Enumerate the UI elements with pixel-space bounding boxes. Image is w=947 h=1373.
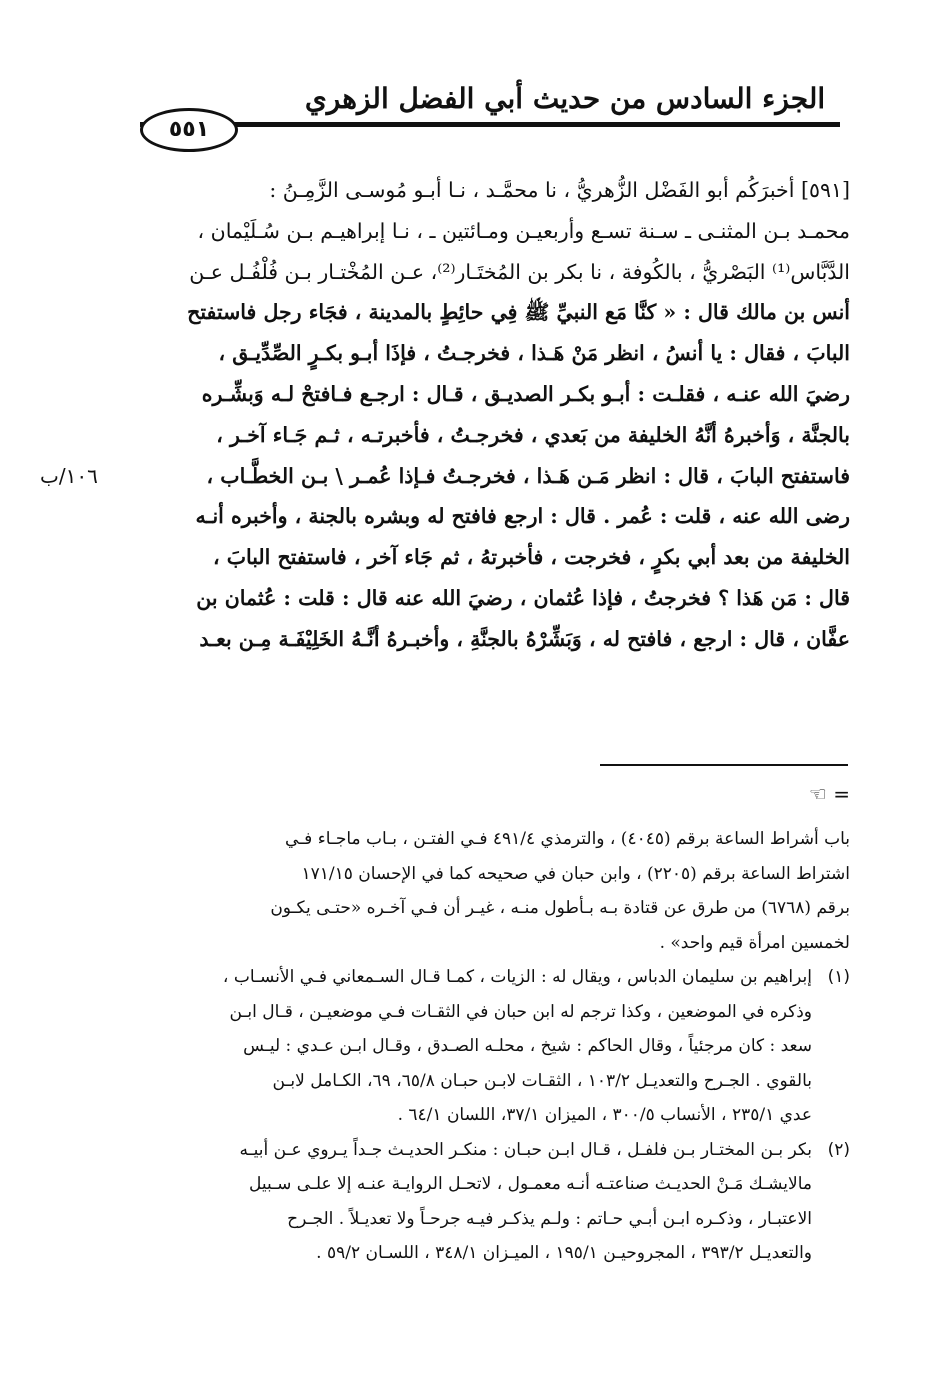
text-line: فاستفتح البابَ ، قال : انظر مَـن هَـذا ، فخرجـتُ فـإذا عُمـر \ بـن الخطَّـاب ، <box>206 463 850 488</box>
footnote-line: سعد : كان مرجئياً ، وقال الحاكم : شيخ ، محلـه الصـدق ، وقـال ابـن عـدي : ليـس <box>243 1036 812 1056</box>
footnote-line: وذكره في الموضعين ، وكذا ترجم له ابن حبان في الثقـات فـي موضعيـن ، قـال ابـن <box>229 1001 812 1022</box>
footnote-continuation <box>140 822 850 960</box>
footnote-2 <box>140 1133 850 1271</box>
page-number-badge: ٥٥١ <box>140 108 238 152</box>
footnote-number: (٢) <box>827 1139 850 1160</box>
text-line: البابَ ، فقال : يا أنسُ ، انظر مَنْ هَـذا ، فخرجـتُ ، فإذَا أبـو بكـرٍ الصِّدِّيـق ، <box>218 341 850 366</box>
footnote-line: برقم (٦٧٦٨) من طرق عن قتادة بـه بـأطول منـه ، غيـر أن فـي آخـره «حتـى يكـون <box>270 898 850 918</box>
footnotes <box>140 822 850 1271</box>
footnote-line: اشتراط الساعة برقم (٢٢٠٥) ، وابن حبان في صحيحه كما في الإحسان ١٧١/١٥ <box>301 863 850 884</box>
footnote-line: والتعديـل ٣٩٣/٢ ، المجروحيـن ١٩٥/١ ، الميـزان ٣٤٨/١ ، اللسـان ٥٩/٢ . <box>316 1243 812 1263</box>
footnote-continuation-icon: = ☜ <box>808 782 850 806</box>
text-line: الدَّبَّاس⁽¹⁾ البَصْريُّ ، بالكُوفة ، نا بكر بن المُختَـار⁽²⁾، عـن المُخْتـار بـن فُلْفُـل عـن <box>189 259 850 284</box>
text-line: عفَّان ، قال : ارجع ، فافتح له ، وَبَشِّرْهُ بالجنَّةِ ، وأخبـرهُ أنَّـهُ الخَلِيْفَـة مِـن بعـد <box>199 626 850 651</box>
text-line: رضى الله عنه ، قلت : عُمر . قال : ارجع فافتح له وبشره بالجنة ، وأخبره أنـه <box>195 504 850 529</box>
hadith-text <box>140 170 850 660</box>
text-line: [٥٩١] أخبرَكُم أبو الفَضْل الزُّهريُّ ، نا محمَّـد ، نـا أبـو مُوسـى الزَّمِـنُ : <box>269 178 850 202</box>
text-line: أنس بن مالك قال : « كنَّا مَع النبيِّ ﷺ فِي حائِطٍ بالمدينة ، فجَاء رجل فاستفتح <box>187 300 850 325</box>
footnote-separator <box>600 764 848 766</box>
footnote-line: مالايشـك مَـنْ الحديـث صناعتـه أنـه معمـول ، لاتحـل الروايـة عنـه إلا علـى سـبيل <box>248 1174 812 1194</box>
text-line: قال : مَن هَذا ؟ فخرجتُ ، فإذا عُثمان ، رضيَ الله عنه قال : قلت : عُثمان بن <box>196 585 850 610</box>
footnote-line: بكر بـن المختـار بـن فلفـل ، قـال ابـن حبـان : منكـر الحديـث جـداً يـروي عـن أبيـه <box>239 1139 812 1160</box>
footnote-1 <box>140 960 850 1133</box>
footnote-line: لخمسين امرأة قيم واحد» . <box>659 932 850 953</box>
footnote-line: إبراهيم بن سليمان الدباس ، ويقال له : الزيات ، كمـا قـال السـمعاني فـي الأنسـاب ، <box>222 967 812 987</box>
running-header-title: الجزء السادس من حديث أبي الفضل الزهري <box>304 82 826 115</box>
manuscript-folio-marker: ١٠٦/ب <box>40 464 98 488</box>
text-line: الخليفة من بعد أبي بكرٍ ، فخرجت ، فأخبرتهُ ، ثم جَاء آخر ، فاستفتح البابَ ، <box>212 545 850 570</box>
footnote-line: عدي ٢٣٥/١ ، الأنساب ٣٠٠/٥ ، الميزان ٣٧/١، اللسان ٦٤/١ . <box>397 1105 812 1125</box>
footnote-line: باب أشراط الساعة برقم (٤٠٤٥) ، والترمذي ٤٩١/٤ فـي الفتـن ، بـاب ماجـاء فـي <box>285 829 850 849</box>
text-line: رضيَ الله عنـه ، فقلـت : أبـو بكـر الصديـق ، قـال : ارجـع فـافتحْ لـه وَبشِّـره <box>201 381 850 406</box>
footnote-line: بالقوي . الجـرح والتعديـل ١٠٣/٢ ، الثقـات لابـن حبـان ٦٥/٨، ٦٩، الكـامل لابـن <box>272 1070 812 1091</box>
header-rule <box>140 122 840 127</box>
footnote-line: الاعتبـار ، وذكـره ابـن أبـي حـاتم : ولـم يذكـر فيـه جرحـاً ولا تعديـلاً . الجـرح <box>287 1208 812 1229</box>
text-line: بالجنَّة ، وَأخبرهُ أنَّهُ الخليفة من بَعدي ، فخرجـتُ ، فأخبرتـه ، ثـم جَـاء آخـر ، <box>216 422 850 447</box>
footnote-number: (١) <box>827 967 850 987</box>
text-line: محمـد بـن المثنـى ـ سـنة تسـع وأربعيـن ومـائتين ـ ، نـا إبراهيـم بـن سُـلَيْمان ، <box>197 218 850 243</box>
